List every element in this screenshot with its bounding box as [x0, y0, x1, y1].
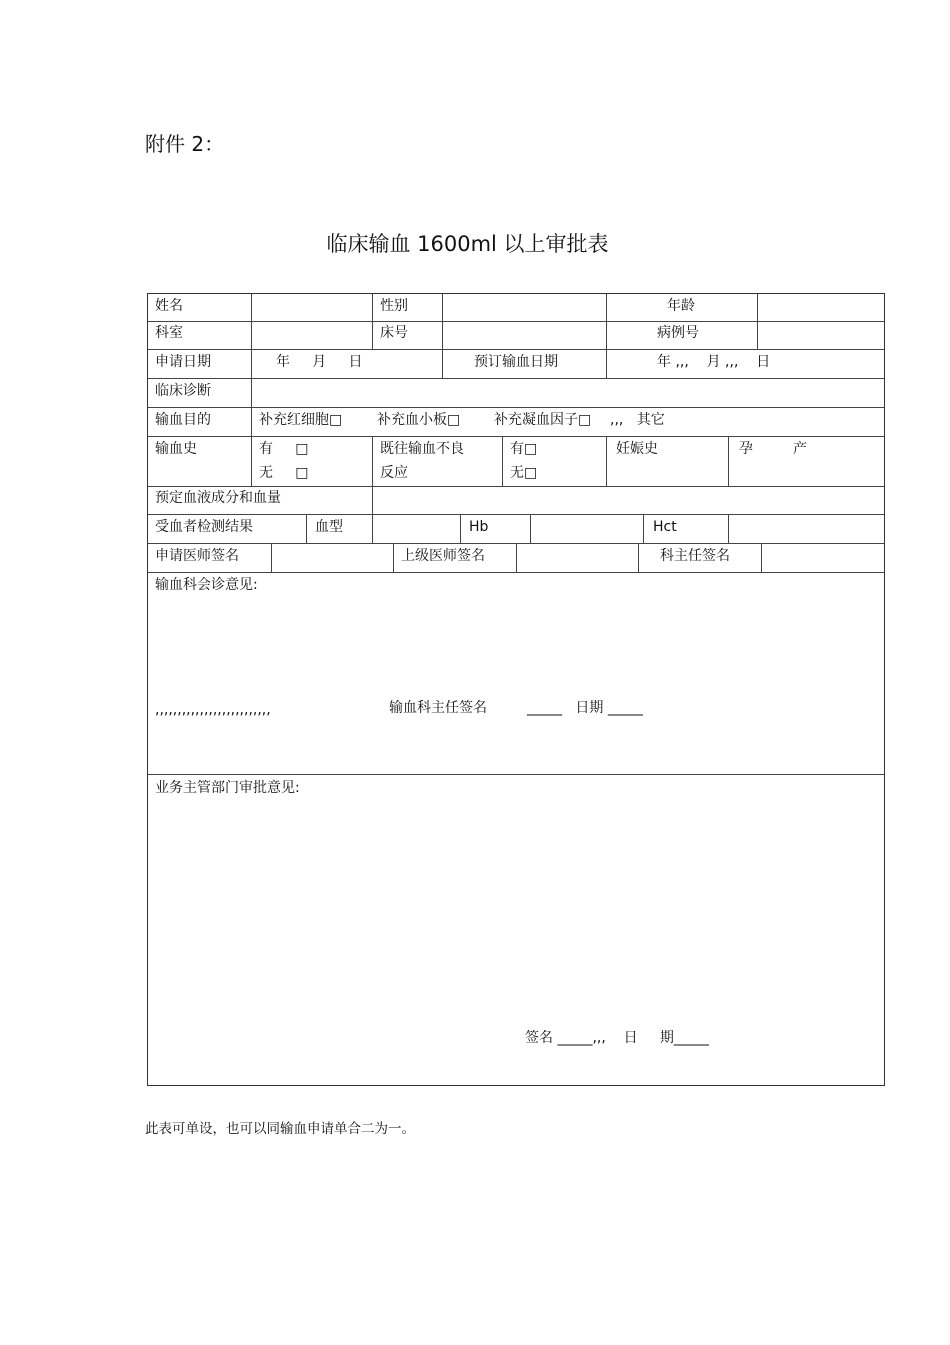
recipient-tests-label: 受血者检测结果	[155, 519, 253, 535]
adverse-reaction-label: 既往输血不良	[380, 441, 464, 457]
hb-label: Hb	[469, 519, 489, 535]
consultation-signature-line: 输血科主任签名 _____ 日期 _____	[389, 700, 643, 716]
purpose-platelet-checkbox[interactable]: 补充血小板□	[377, 412, 461, 428]
footnote: 此表可单设，也可以同输血申请单合二为一。	[145, 1121, 415, 1137]
approval-label: 业务主管部门审批意见:	[155, 780, 300, 796]
bed-number-label: 床号	[380, 325, 408, 341]
purpose-other-label: ,,, 其它	[610, 412, 665, 428]
scheduled-date-label: 预订输血日期	[474, 354, 558, 370]
attachment-label: 附件 2：	[145, 132, 225, 156]
director-sign-label: 科主任签名	[660, 548, 730, 564]
department-label: 科室	[155, 325, 183, 341]
diagnosis-label: 临床诊断	[155, 383, 211, 399]
senior-doctor-sign-label: 上级医师签名	[401, 548, 485, 564]
pregnancy-label: 妊娠史	[616, 441, 658, 457]
doctor-sign-label: 申请医师签名	[155, 548, 239, 564]
hct-label: Hct	[653, 519, 677, 535]
pregnancy-value: 孕 产	[739, 441, 808, 457]
form-title: 临床输血 1600ml 以上审批表	[326, 232, 609, 256]
apply-date-value: 年 月 日	[276, 354, 363, 370]
age-label: 年龄	[667, 298, 695, 314]
case-number-label: 病例号	[657, 325, 699, 341]
history-label: 输血史	[155, 441, 197, 457]
adverse-no-checkbox[interactable]: 无□	[510, 465, 538, 481]
purpose-coag-checkbox[interactable]: 补充凝血因子□	[494, 412, 592, 428]
scheduled-date-value: 年 ,,, 月 ,,, 日	[657, 354, 771, 370]
approval-form-table	[147, 293, 885, 1086]
apply-date-label: 申请日期	[155, 354, 211, 370]
purpose-rbc-checkbox[interactable]: 补充红细胞□	[259, 412, 343, 428]
consultation-label: 输血科会诊意见:	[155, 577, 258, 593]
name-label: 姓名	[155, 298, 183, 314]
planned-components-label: 预定血液成分和血量	[155, 490, 281, 506]
purpose-label: 输血目的	[155, 412, 211, 428]
adverse-yes-checkbox[interactable]: 有□	[510, 441, 538, 457]
approval-signature-line: 签名 _____,,, 日 期_____	[525, 1030, 709, 1046]
gender-label: 性别	[380, 298, 408, 314]
blood-type-label: 血型	[315, 519, 343, 535]
consultation-dots: ,,,,,,,,,,,,,,,,,,,,,,,,,,	[155, 702, 271, 718]
history-yes-checkbox[interactable]: 有 □	[259, 441, 309, 457]
adverse-reaction-label-2: 反应	[380, 465, 408, 481]
history-no-checkbox[interactable]: 无 □	[259, 465, 309, 481]
